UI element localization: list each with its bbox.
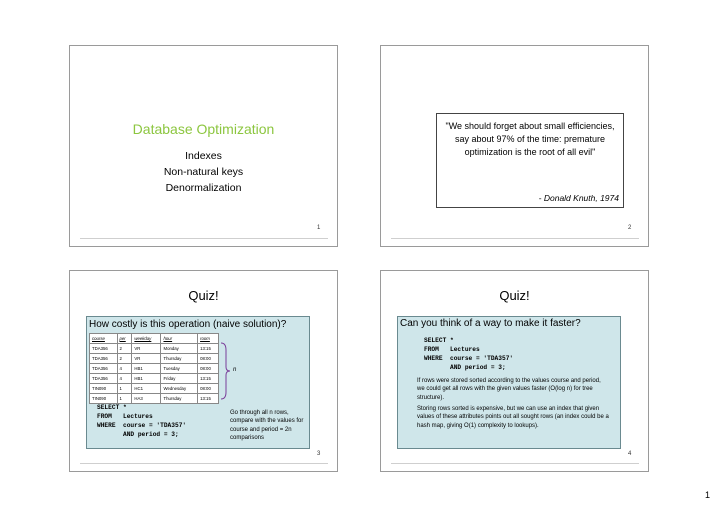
topic-item: Denormalization (165, 182, 242, 194)
table-cell: TDA356 (90, 374, 118, 384)
slide-3-explanation: Go through all n rows, compare with the values for course and period = 2n comparisons (230, 410, 304, 441)
table-row (90, 354, 219, 364)
slide-2-divider (391, 238, 639, 239)
lectures-table (89, 333, 219, 404)
quote-author: - Donald Knuth, 1974 (538, 193, 619, 203)
table-cell: TIN090 (90, 394, 118, 404)
rows-brace (220, 342, 232, 400)
slide-4-paragraph-2: Storing rows sorted is expensive, but we can use an index that given values of these attributes points out all sought rows (an index could be a hash map, giving O(1) complexity to lookups). (417, 406, 609, 429)
slide-3-page-number: 3 (317, 451, 321, 457)
table-cell: Monday (161, 344, 198, 354)
table-row (90, 394, 219, 404)
slide-4-sql-query: SELECT * FROM Lectures WHERE course = 'TDA357' AND period = 3; (424, 337, 514, 371)
column-header: weekday (132, 334, 161, 344)
slide-2-page-number: 2 (628, 225, 632, 231)
table-cell: 08:00 (198, 354, 219, 364)
slide-4-title: Quiz! (499, 288, 530, 303)
table-cell: TIN090 (90, 384, 118, 394)
table-row (90, 344, 219, 354)
topic-item: Indexes (185, 150, 222, 162)
table-cell: HB1 (132, 374, 161, 384)
knuth-quote (436, 113, 624, 208)
document-page-number: 1 (704, 490, 710, 500)
slide-1 (69, 45, 338, 247)
slide-4-page-number: 4 (628, 451, 632, 457)
slide-3-sql-query: SELECT * FROM Lectures WHERE course = 'TDA357' AND period = 3; (97, 404, 187, 438)
table-cell: 2 (117, 354, 132, 364)
slide-3-question: How costly is this operation (naive solution)? (89, 319, 287, 330)
row-count-label: n (233, 367, 237, 373)
table-cell: TDA356 (90, 354, 118, 364)
table-cell: VR (132, 354, 161, 364)
slide-3-title: Quiz! (188, 288, 219, 303)
table-cell: 1 (117, 384, 132, 394)
table-cell: Wednesday (161, 384, 198, 394)
table-header-row (90, 334, 219, 344)
table-cell: 13:15 (198, 374, 219, 384)
table-cell: Thursday (161, 394, 198, 404)
table-cell: Thursday (161, 354, 198, 364)
topic-item: Non-natural keys (163, 166, 244, 178)
table-row (90, 374, 219, 384)
table-cell: Tuesday (161, 364, 198, 374)
table-cell: Friday (161, 374, 198, 384)
slide-3-divider (80, 463, 328, 464)
quote-text: "We should forget about small efficiencies, say about 97% of the time: premature optimization is the root of all evil" (445, 121, 615, 157)
column-header: course (90, 334, 118, 344)
table-cell: 08:00 (198, 364, 219, 374)
slide-4-divider (391, 463, 639, 464)
slide-4-question: Can you think of a way to make it faster? (400, 318, 581, 329)
table-cell: VR (132, 344, 161, 354)
column-header: room (198, 334, 219, 344)
table-cell: 1 (117, 394, 132, 404)
table-cell: TDA356 (90, 364, 118, 374)
slide-1-divider (80, 238, 328, 239)
table-row (90, 364, 219, 374)
slide-1-topics (69, 148, 338, 196)
table-cell: HC1 (132, 384, 161, 394)
slide-1-page-number: 1 (317, 225, 321, 231)
table-cell: 2 (117, 344, 132, 354)
slide-1-title: Database Optimization (132, 121, 275, 137)
table-cell: 4 (117, 364, 132, 374)
slide-4-paragraph-1: If rows were stored sorted according to the values course and period, we could get all rows with the given values faster (O(log n) for tree structure). (417, 378, 601, 401)
table-row (90, 384, 219, 394)
table-cell: 13:15 (198, 344, 219, 354)
table-cell: 08:00 (198, 384, 219, 394)
column-header: per (117, 334, 132, 344)
table-cell: TDA356 (90, 344, 118, 354)
column-header: hour (161, 334, 198, 344)
table-cell: 13:15 (198, 394, 219, 404)
table-cell: HB1 (132, 364, 161, 374)
table-cell: 4 (117, 374, 132, 384)
table-cell: HA3 (132, 394, 161, 404)
